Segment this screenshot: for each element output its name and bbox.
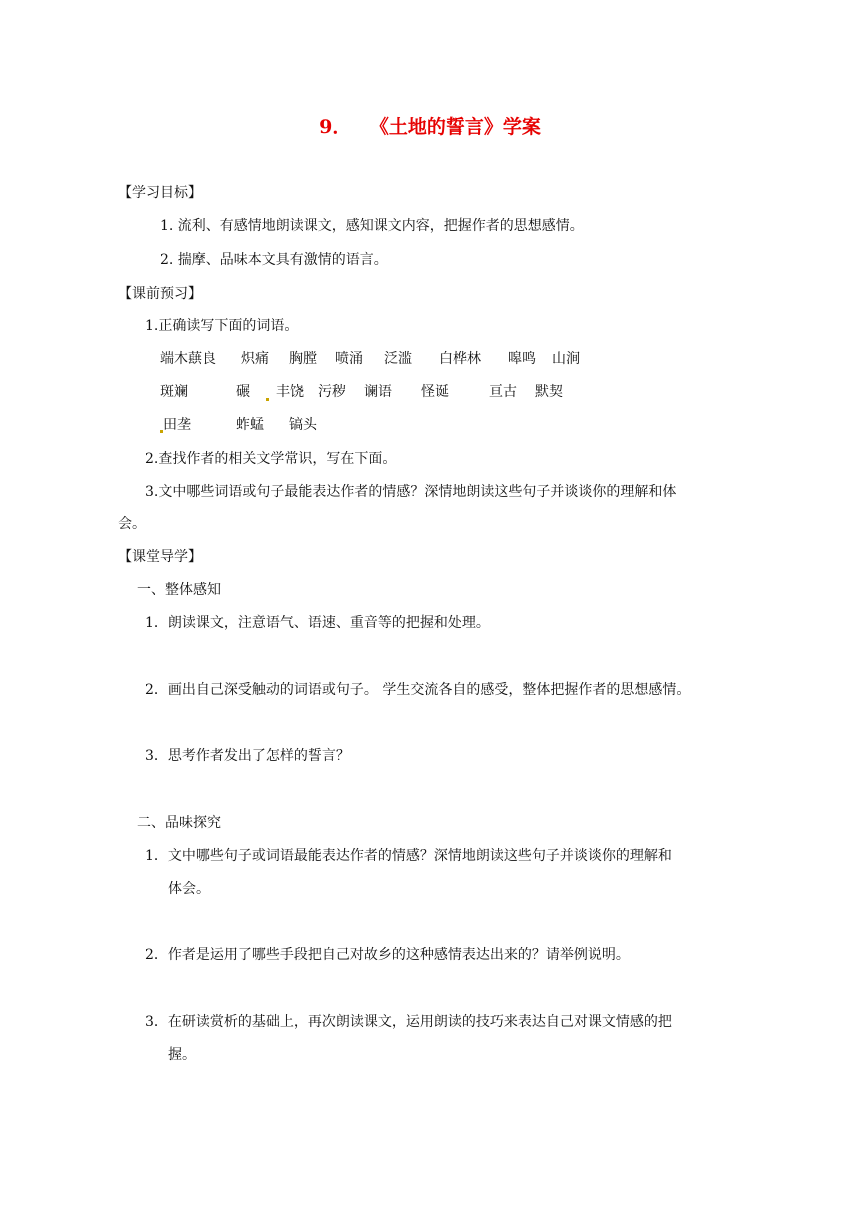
- vocab-word: 炽痛: [241, 351, 269, 367]
- vocab-word: 胸膛: [289, 351, 317, 367]
- preview-question-2: 2.查找作者的相关文学常识，写在下面。: [145, 451, 397, 467]
- title-number: 9．: [319, 116, 352, 138]
- title-text: 《土地的誓言》学案: [379, 116, 541, 138]
- objective-item-1: 1. 流利、有感情地朗读课文，感知课文内容，把握作者的思想感情。: [160, 218, 584, 234]
- vocab-word: 白桦林: [439, 351, 481, 367]
- vocab-word: 碾: [236, 384, 250, 400]
- vocab-word: 泛滥: [384, 351, 412, 367]
- vocab-word: 谰语: [364, 384, 392, 400]
- part2-item-1-line-1: 1．文中哪些句子或词语最能表达作者的情感？深情地朗读这些句子并谈谈你的理解和: [145, 848, 672, 864]
- part2-item-2: 2．作者是运用了哪些手段把自己对故乡的这种感情表达出来的？请举例说明。: [145, 947, 630, 963]
- underdot-mark: [266, 398, 269, 401]
- preview-question-1: 1.正确读写下面的词语。: [145, 318, 299, 334]
- part1-item-2: 2．画出自己深受触动的词语或句子。 学生交流各自的感受，整体把握作者的思想感情。: [145, 682, 691, 698]
- part2-item-3-line-2: 握。: [168, 1047, 196, 1063]
- vocab-word: 丰饶: [276, 384, 304, 400]
- part2-item-3-line-1: 3．在研读赏析的基础上，再次朗读课文，运用朗读的技巧来表达自己对课文情感的把: [145, 1014, 672, 1030]
- part1-heading: 一、整体感知: [137, 582, 221, 598]
- vocab-word: 田垄: [163, 417, 191, 433]
- vocab-word: 污秽: [318, 384, 346, 400]
- vocab-word: 山涧: [552, 351, 580, 367]
- part2-heading: 二、品味探究: [137, 815, 221, 831]
- vocab-word: 镐头: [289, 417, 317, 433]
- vocab-word: 斑斓: [160, 384, 188, 400]
- objectives-heading: 【学习目标】: [118, 185, 202, 201]
- part1-item-3: 3．思考作者发出了怎样的誓言？: [145, 748, 350, 764]
- preview-question-3-line-1: 3.文中哪些词语或句子最能表达作者的情感？深情地朗读这些句子并谈谈你的理解和体: [145, 484, 677, 500]
- vocab-word: 嗥鸣: [508, 351, 536, 367]
- preview-question-3-line-2: 会。: [118, 516, 146, 532]
- vocab-word: 默契: [535, 384, 563, 400]
- vocab-word: 亘古: [489, 384, 517, 400]
- vocab-word: 端木蕻良: [160, 351, 216, 367]
- preview-heading: 【课前预习】: [118, 286, 202, 302]
- part1-item-1: 1．朗读课文，注意语气、语速、重音等的把握和处理。: [145, 615, 490, 631]
- vocab-word: 怪诞: [421, 384, 449, 400]
- classroom-heading: 【课堂导学】: [118, 549, 202, 565]
- vocab-word: 蚱蜢: [236, 417, 264, 433]
- objective-item-2: 2. 揣摩、品味本文具有激情的语言。: [160, 252, 388, 268]
- document-title: [0, 114, 860, 140]
- vocab-word: 喷涌: [335, 351, 363, 367]
- part2-item-1-line-2: 体会。: [168, 881, 210, 897]
